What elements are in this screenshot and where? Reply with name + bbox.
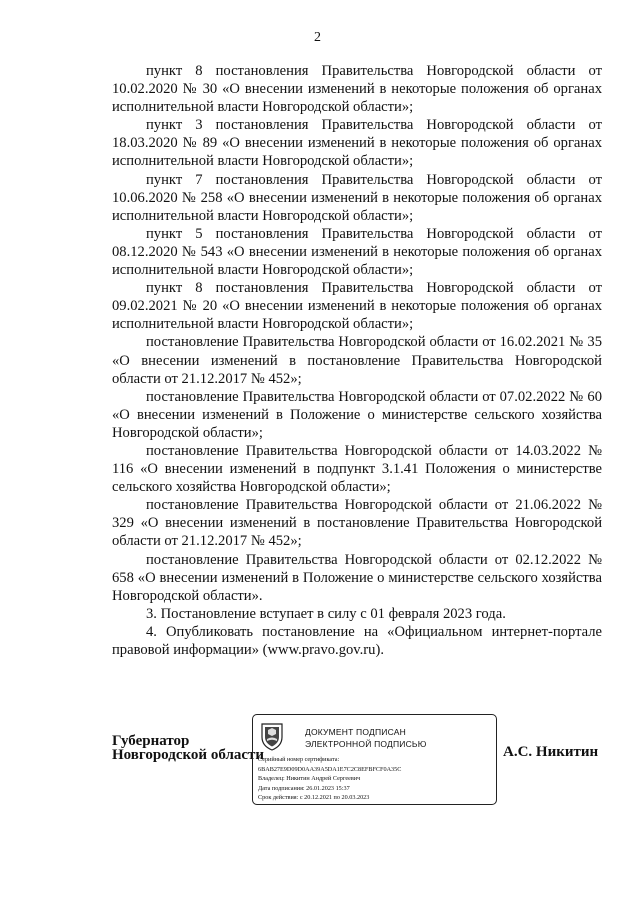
signatory-name: А.С. Никитин <box>503 744 599 760</box>
signatory-title-line2: Новгородской области <box>112 747 265 763</box>
list-item: пункт 8 постановления Правительства Новгородской области от 09.02.2021 № 20 «О внесении изменений в некоторые положения об органах исполнительной власти Новгородской области»; <box>112 280 602 333</box>
list-item: пункт 8 постановления Правительства Новгородской области от 10.02.2020 № 30 «О внесении изменений в некоторые положения об органах исполнительной власти Новгородской области»; <box>112 63 602 116</box>
signed-date: Дата подписания: 26.01.2023 15:37 <box>258 784 350 792</box>
cert-number: 6BAB27E9D09D0AA39A5DA1E7C2C8EFBFCF0A35C <box>258 765 402 773</box>
list-item: постановление Правительства Новгородской области от 14.03.2022 № 116 «О внесении изменений в подпункт 3.1.41 Положения о министерстве сельского хозяйства Новгородской области»; <box>112 442 602 496</box>
list-item: постановление Правительства Новгородской области от 16.02.2021 № 35 «О внесении изменений в постановление Правительства Новгородской области от 21.12.2017 № 452»; <box>112 334 602 387</box>
electronic-signature-stamp <box>252 714 497 805</box>
coat-of-arms-icon <box>259 721 285 751</box>
list-item: пункт 7 постановления Правительства Новгородской области от 10.06.2020 № 258 «О внесении изменений в некоторые положения об органах исполнительной власти Новгородской области»; <box>112 171 602 224</box>
list-item: постановление Правительства Новгородской области от 21.06.2022 № 329 «О внесении изменений в постановление Правительства Новгородской области от 21.12.2017 № 452»; <box>112 497 602 550</box>
cert-owner: Владелец: Никитин Андрей Сергеевич <box>258 775 361 782</box>
publication-clause: 4. Опубликовать постановление на «Официальном интернет-портале правовой информации» (www.pravo.gov.ru). <box>112 623 602 658</box>
list-item: постановление Правительства Новгородской области от 07.02.2022 № 60 «О внесении изменений в Положение о министерстве сельского хозяйства Новгородской области»; <box>112 388 602 441</box>
stamp-header <box>259 721 492 751</box>
effective-date-clause: 3. Постановление вступает в силу с 01 февраля 2023 года. <box>146 605 506 622</box>
page-number: 2 <box>314 30 321 45</box>
cert-validity: Срок действия: с 20.12.2021 по 20.03.2023 <box>258 794 370 801</box>
document-body <box>112 62 602 659</box>
stamp-header-line1: ДОКУМЕНТ ПОДПИСАН <box>305 727 406 737</box>
signatory-title <box>112 734 264 762</box>
list-item: пункт 3 постановления Правительства Новгородской области от 18.03.2020 № 89 «О внесении изменений в некоторые положения об органах исполнительной власти Новгородской области»; <box>112 117 602 170</box>
list-item: постановление Правительства Новгородской области от 02.12.2022 № 658 «О внесении изменений в Положение о министерстве сельского хозяйства Новгородской области». <box>112 551 602 604</box>
stamp-details <box>258 755 401 803</box>
stamp-header-line2: ЭЛЕКТРОННОЙ ПОДПИСЬЮ <box>305 739 427 749</box>
list-item: пункт 5 постановления Правительства Новгородской области от 08.12.2020 № 543 «О внесении изменений в некоторые положения об органах исполнительной власти Новгородской области»; <box>112 225 602 279</box>
signatory-title-line1: Губернатор <box>112 733 190 749</box>
cert-label: Серийный номер сертификата: <box>258 756 340 763</box>
